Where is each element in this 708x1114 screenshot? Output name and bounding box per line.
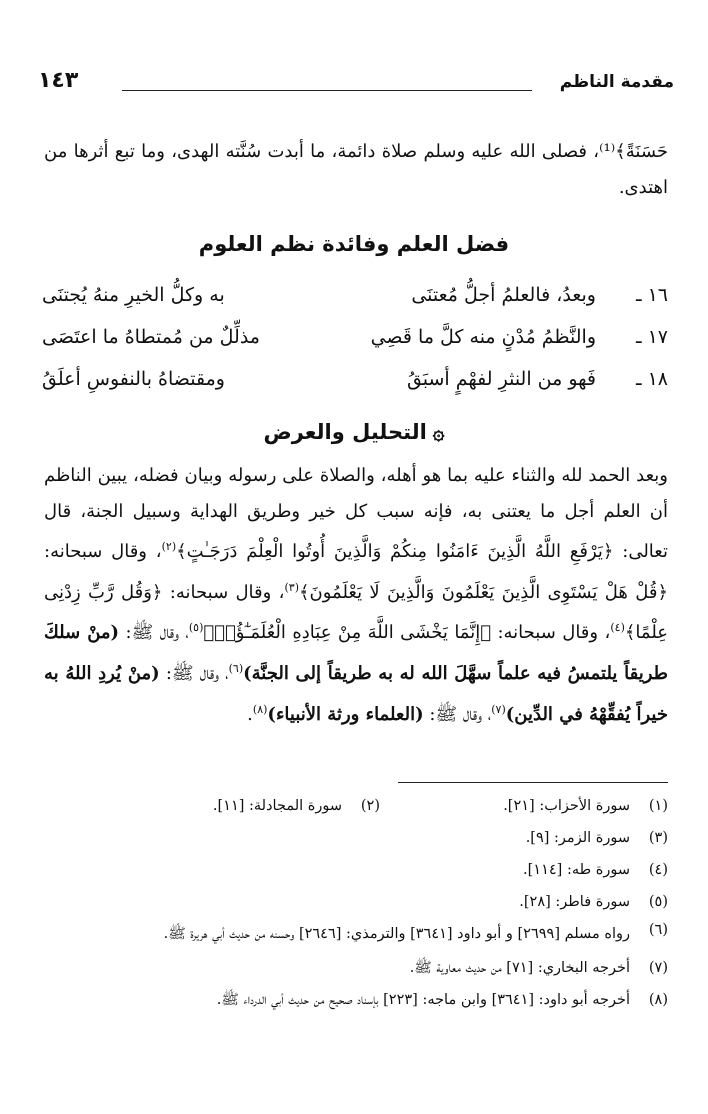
verse-first-hemistich: وبعدُ، فالعلمُ أجلُّ مُعتنَى bbox=[411, 284, 596, 306]
footnote-number: (٦) bbox=[648, 922, 668, 938]
footnote-text: سورة الأحزاب: [٢١]. bbox=[503, 798, 630, 814]
footnote bbox=[40, 886, 668, 918]
footnote-rule bbox=[398, 782, 668, 783]
footnote-number: (٨) bbox=[648, 992, 668, 1008]
footnote bbox=[380, 790, 668, 822]
body-text: . bbox=[247, 703, 253, 725]
running-header bbox=[38, 68, 674, 102]
section-heading: فضل العلم وفائدة نظم العلوم bbox=[198, 232, 510, 256]
page-number: ١٤٣ bbox=[38, 68, 79, 93]
hadith-quote: (منْ سلكَ طريقاً يلتمسُ فيه علماً سهَّلَ الله له به طريقاً إلى الجنَّة) bbox=[44, 622, 668, 684]
footnote-number: (٣) bbox=[648, 830, 668, 846]
verse-line bbox=[42, 362, 668, 402]
footnote-text: سورة فاطر: [٢٨]. bbox=[519, 894, 630, 910]
footnote-row bbox=[40, 790, 668, 822]
footnote-number: (٥) bbox=[648, 894, 668, 910]
analysis-heading-text: التحليل والعرض bbox=[263, 420, 427, 444]
verse-second-hemistich: ومقتضاهُ بالنفوسِ أعلَقُ bbox=[42, 368, 225, 390]
footnote-text: سورة المجادلة: [١١]. bbox=[212, 798, 342, 814]
footnote bbox=[40, 854, 668, 886]
body-text: ، وقال ﷺ: bbox=[119, 622, 189, 644]
verse-second-hemistich: مذلِّلٌ من مُمتطاهُ ما اعتَصَى bbox=[42, 326, 260, 348]
body-text: ، وقال سبحانه: ﴿قُلْ هَلْ يَسْتَوِى الَّذِينَ يَعْلَمُونَ وَالَّذِينَ لَا يَعْلَمُونَ﴾ bbox=[44, 541, 668, 603]
header-rule bbox=[122, 90, 532, 91]
footnote-number: (٤) bbox=[648, 862, 668, 878]
footnote-number: (٢) bbox=[360, 798, 380, 814]
hadith-quote: (منْ يُردِ اللهُ به خيراً يُفقِّهْهُ في الدِّين) bbox=[44, 662, 668, 725]
footnote-ref: (٣) bbox=[284, 580, 299, 594]
footnote bbox=[40, 918, 668, 952]
hadith-quote: (العلماء ورثة الأنبياء) bbox=[267, 703, 424, 725]
chapter-title: مقدمة الناظم bbox=[559, 72, 674, 92]
footnote-text: سورة طه: [١١٤]. bbox=[523, 862, 630, 878]
body-paragraph bbox=[44, 458, 668, 732]
verse-line bbox=[42, 278, 668, 318]
footnote bbox=[92, 790, 380, 822]
body-text: وبعد الحمد لله والثناء عليه بما هو أهله، والصلاة على رسوله وبيان فضله، يبين الناظم أن العلم أجل ما يعتنى به، فإنه سبب كل خير وطريق الهداية وسبيل الجنة، قال تعالى: ﴿يَرْفَعِ اللَّهُ الَّذِينَ ءَامَنُوا مِنكُمْ وَالَّذِينَ أُوتُوا الْعِلْمَ دَرَجَـٰتٍ﴾ bbox=[44, 465, 669, 563]
analysis-heading bbox=[0, 420, 708, 444]
footnote-number: (٧) bbox=[648, 960, 668, 976]
verse-first-hemistich: والنَّظمُ مُدْنٍ منه كلَّ ما قَصِي bbox=[370, 326, 596, 348]
footnote-text: سورة الزمر: [٩]. bbox=[525, 830, 630, 846]
intro-paragraph: حَسَنَةً﴾⁽¹⁾، فصلى الله عليه وسلم صلاة دائمة، ما أبدت سُنَّته الهدى، وما تبع أثرها من اهتدى. bbox=[44, 141, 668, 198]
verse-line bbox=[42, 320, 668, 360]
footnote-ref: (٥) bbox=[188, 621, 204, 635]
ornament-icon: ۞ bbox=[432, 420, 445, 444]
footnote-ref: (٦) bbox=[228, 661, 244, 675]
body-text: ، وقال ﷺ: bbox=[159, 662, 229, 684]
footnote bbox=[40, 822, 668, 854]
footnote-ref: (٨) bbox=[252, 702, 268, 716]
footnote-text: أخرجه أبو داود: [٣٦٤١] وابن ماجه: [٢٢٣] بإسناد صحيح من حديث أبي الدرداء ﷺ. bbox=[216, 992, 630, 1008]
verse-number: ١٨ ـ bbox=[635, 368, 668, 390]
footnote bbox=[40, 952, 668, 984]
verse-number: ١٦ ـ bbox=[635, 284, 668, 306]
body-text: ، وقال سبحانه: ﴿وَقُل رَّبِّ زِدْنِى عِلْمًا﴾ bbox=[44, 581, 669, 644]
body-text: ، وقال سبحانه: ﴿إِنَّمَا يَخْشَى اللَّهَ مِنْ عِبَادِهِ الْعُلَمَـٰٓؤُا۟﴾ bbox=[203, 622, 611, 644]
footnotes bbox=[40, 790, 668, 1016]
body-text: ، وقال ﷺ: bbox=[423, 703, 492, 725]
footnote-ref: (٤) bbox=[610, 621, 625, 635]
footnote-ref: (٢) bbox=[161, 540, 177, 554]
footnote bbox=[40, 984, 668, 1016]
footnote-text: أخرجه البخاري: [٧١] من حديث معاوية ﷺ. bbox=[409, 960, 630, 976]
verse-second-hemistich: به وكلُّ الخيرِ منهُ يُجتنَى bbox=[42, 284, 225, 306]
verse-number: ١٧ ـ bbox=[635, 326, 668, 348]
verse-first-hemistich: فَهو من النثرِ لفهْمٍ أسبَقُ bbox=[406, 368, 596, 390]
footnote-number: (١) bbox=[648, 798, 668, 814]
footnote-ref: (٧) bbox=[491, 702, 506, 716]
footnote-text: رواه مسلم [٢٦٩٩] و أبو داود [٣٦٤١] والترمذي: [٢٦٤٦] وحسنه من حديث أبي هريرة ﷺ. bbox=[163, 926, 630, 942]
